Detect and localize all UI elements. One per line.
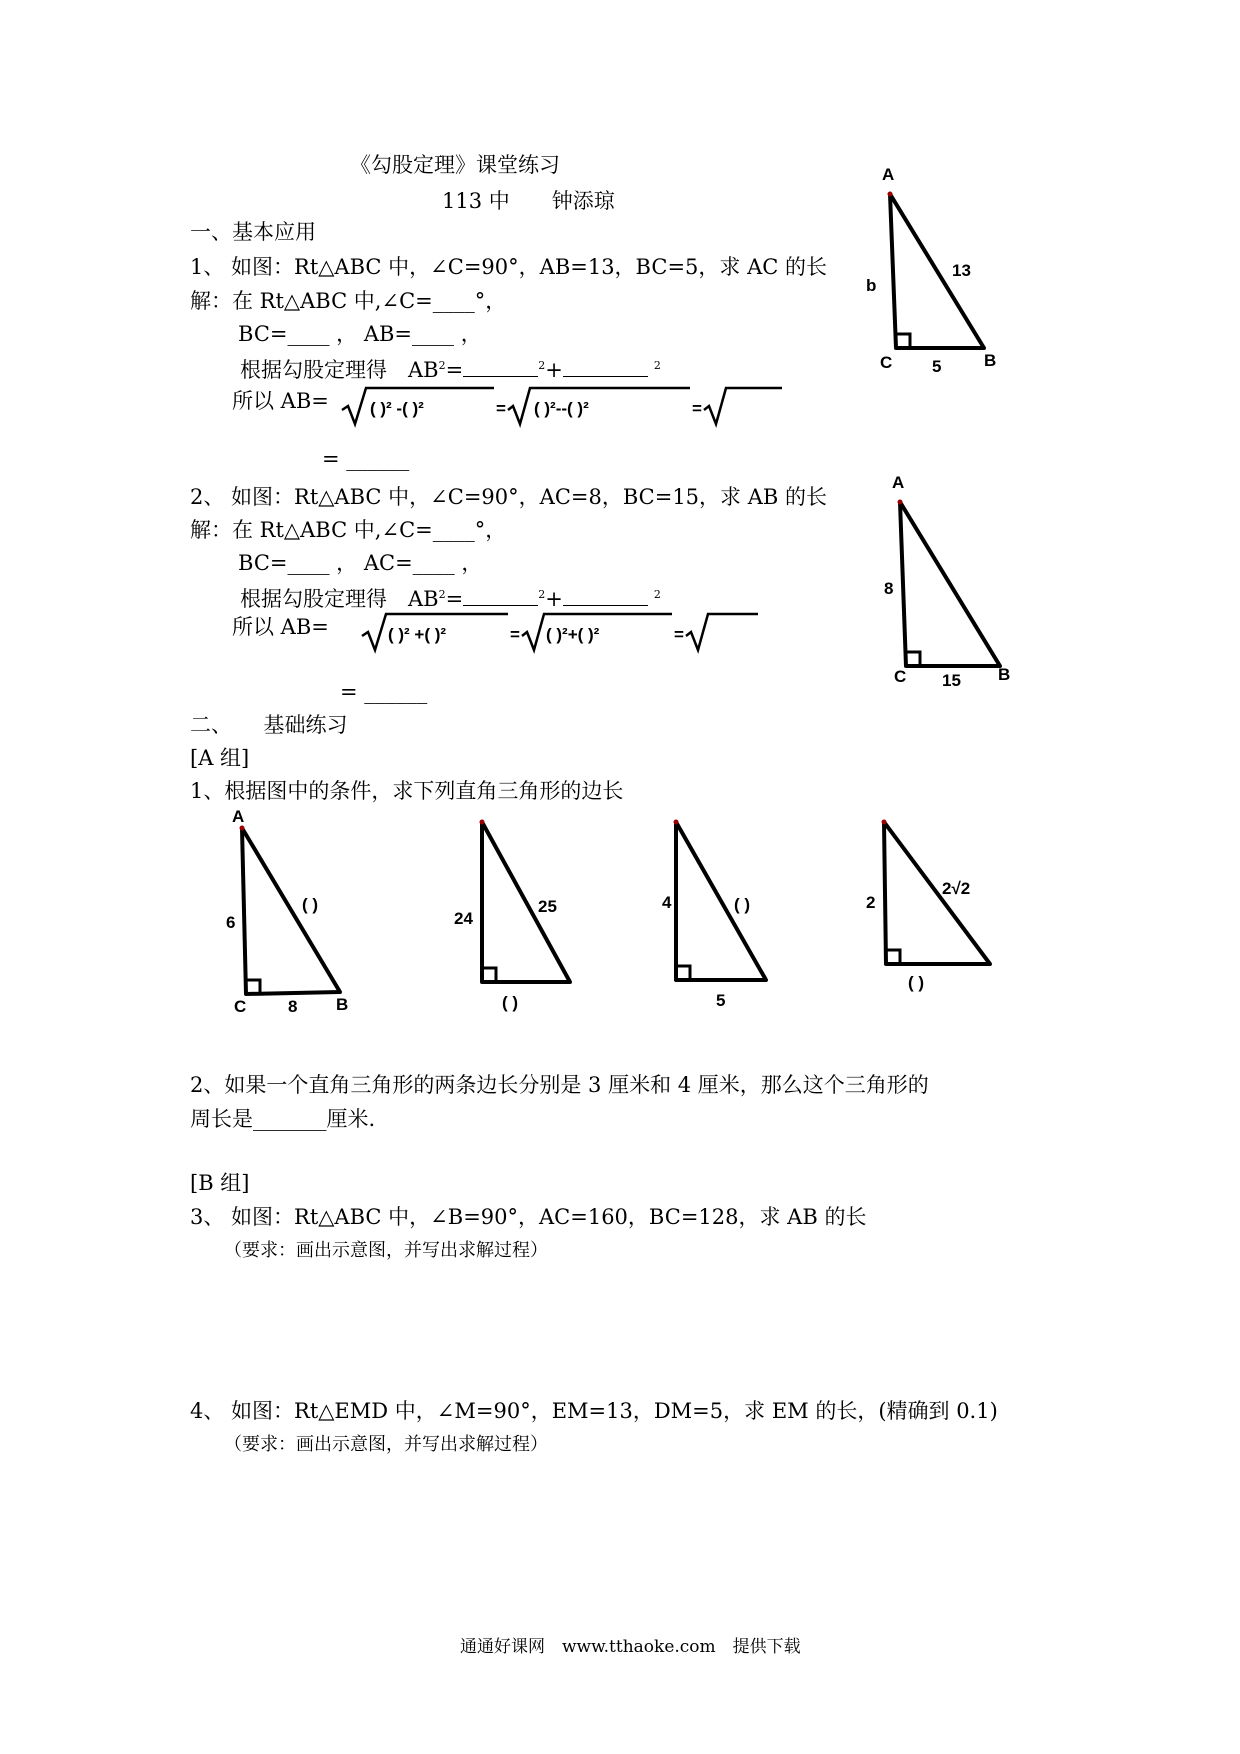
a1-f3-base: 5: [716, 991, 726, 1010]
q2-fig-side-vert: 8: [884, 579, 894, 598]
b4-question: 4、 如图：Rt△EMD 中，∠M=90°，EM=13，DM=5，求 EM 的长，(精确到 0.1): [190, 1399, 998, 1423]
q2-sqrt-expression: [360, 610, 780, 660]
q1-fig-side-hyp: 13: [952, 261, 971, 280]
a1-f2-hyp: 25: [538, 897, 557, 916]
q1-result: = ______: [322, 447, 410, 471]
a1-question: 1、根据图中的条件，求下列直角三角形的边长: [190, 779, 624, 803]
section1-heading: 一、基本应用: [190, 220, 316, 244]
q1-sol-line3: 根据勾股定理得 $AB^2= ^2+ ^2$: [240, 358, 661, 382]
a1-f1-vert: 6: [226, 913, 236, 932]
q2-sol-line4: 所以 AB=: [232, 615, 329, 639]
a1-triangle-4: [860, 806, 1030, 1016]
b4-requirement: （要求：画出示意图，并写出求解过程）: [224, 1434, 548, 1455]
a1-triangle-3: [650, 806, 820, 1016]
q1-eq2: =: [692, 399, 702, 418]
q1-sqrt-inner1: ( )² -( )²: [370, 399, 424, 418]
q1-fig-label-a: A: [882, 165, 895, 184]
b3-requirement: （要求：画出示意图，并写出求解过程）: [224, 1240, 548, 1261]
page-title: 《勾股定理》课堂练习: [350, 153, 560, 177]
q2-sqrt-inner1: ( )² +( )²: [388, 625, 447, 644]
a1-f1-label-b: B: [336, 995, 349, 1014]
a1-f2-vert: 24: [454, 909, 473, 928]
q1-sqrt-inner2: ( )²--( )²: [534, 399, 589, 418]
q2-sol-line2: BC=____ ， AC=____ ，: [238, 551, 483, 575]
q1-sol-line2: BC=____ ， AB=____ ，: [238, 322, 482, 346]
a1-f3-hyp: ( ): [734, 895, 751, 914]
a1-f4-vert: 2: [866, 893, 876, 912]
a1-f4-hyp: 2√2: [942, 879, 971, 898]
q2-fig-label-a: A: [892, 473, 905, 492]
q1-pythagoras-label: 根据勾股定理得 AB: [240, 358, 439, 382]
a1-f4-base: ( ): [908, 973, 925, 992]
q1-fig-label-c: C: [880, 353, 893, 372]
q2-fig-label-b: B: [998, 665, 1011, 684]
q2-sol-line1: 解：在 Rt△ABC 中,∠C=____°，: [190, 518, 507, 542]
group-b-label: [B 组]: [190, 1171, 250, 1195]
author-line: 113 中 钟添琼: [442, 189, 615, 213]
q2-triangle-figure: [870, 470, 1030, 690]
a2-question-line1: 2、如果一个直角三角形的两条边长分别是 3 厘米和 4 厘米，那么这个三角形的: [190, 1073, 929, 1097]
a1-f1-label-c: C: [234, 997, 247, 1016]
group-a-label: [A 组]: [190, 746, 250, 770]
q1-fig-side-base: 5: [932, 357, 942, 376]
q2-fig-side-base: 15: [942, 671, 961, 690]
q1-question: 1、 如图：Rt△ABC 中，∠C=90°，AB=13，BC=5，求 AC 的长: [190, 255, 827, 279]
q2-eq2: =: [674, 625, 684, 644]
q1-triangle-figure: [860, 160, 1020, 380]
a1-f1-base: 8: [288, 997, 298, 1016]
footer-text: 通通好课网 www.tthaoke.com 提供下载: [460, 1637, 801, 1657]
q1-fig-label-b: B: [984, 351, 997, 370]
a1-f3-vert: 4: [662, 893, 672, 912]
section2-heading: 二、 基础练习: [190, 713, 348, 737]
a1-f1-label-a: A: [232, 807, 245, 826]
q1-fig-side-b: b: [866, 276, 877, 295]
q2-pythagoras-label: 根据勾股定理得 AB: [240, 587, 439, 611]
q1-eq1: =: [496, 399, 506, 418]
q1-sol-line1: 解：在 Rt△ABC 中,∠C=____°，: [190, 289, 507, 313]
q2-fig-label-c: C: [894, 667, 907, 686]
q2-sqrt-inner2: ( )²+( )²: [546, 625, 600, 644]
a1-f2-base: ( ): [502, 993, 519, 1012]
b3-question: 3、 如图：Rt△ABC 中，∠B=90°，AC=160，BC=128，求 AB 的长: [190, 1205, 867, 1229]
q2-result: = ______: [340, 680, 428, 704]
a2-question-line2: 周长是_______厘米.: [190, 1107, 376, 1131]
q1-sqrt-expression: [340, 384, 800, 434]
q1-sol-line4: 所以 AB=: [232, 389, 329, 413]
q2-question: 2、 如图：Rt△ABC 中，∠C=90°，AC=8，BC=15，求 AB 的长: [190, 485, 827, 509]
q2-eq1: =: [510, 625, 520, 644]
q2-sol-line3: 根据勾股定理得 $AB^2= ^2+ ^2$: [240, 587, 661, 611]
a1-f1-hyp: ( ): [302, 895, 319, 914]
a1-triangle-2: [446, 806, 606, 1016]
a1-triangle-1: [220, 806, 380, 1016]
